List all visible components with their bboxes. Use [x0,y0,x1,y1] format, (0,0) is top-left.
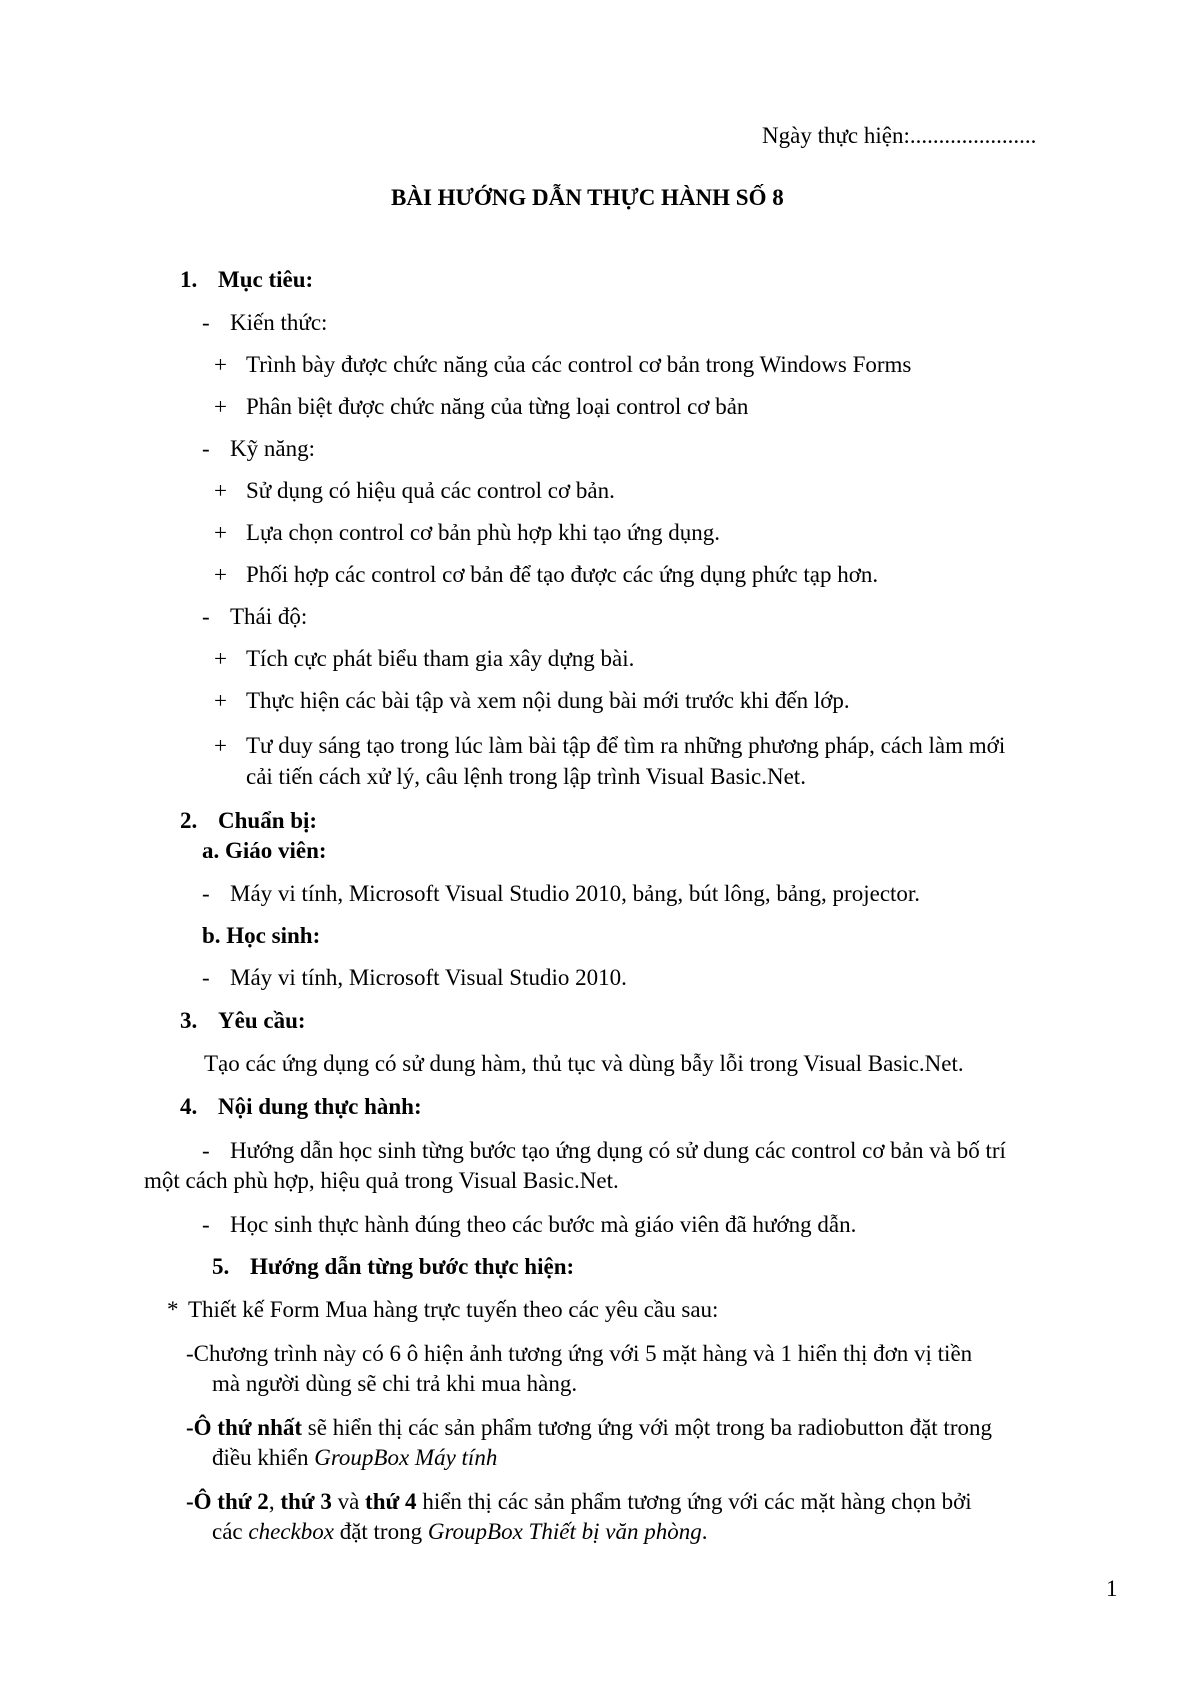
knowledge-label: Kiến thức: [230,310,328,335]
italic-term: GroupBox Thiết bị văn phòng [427,1519,702,1544]
paragraph-line [186,1487,972,1517]
list-item-continuation: cải tiến cách xử lý, câu lệnh trong lập trình Visual Basic.Net. [246,764,806,789]
page-title: BÀI HƯỚNG DẪN THỰC HÀNH SỐ 8 [391,185,784,210]
teacher-label: a. Giáo viên: [202,838,327,863]
section-2-number: 2. [180,808,198,833]
text-run: các [212,1519,249,1544]
student-label: b. Học sinh: [202,923,321,948]
text-run: hiển thị các sản phẩm tương ứng với các mặt hàng chọn bởi [416,1489,972,1514]
plus-bullet: + [214,478,227,503]
bold-term: -Ô thứ nhất [186,1415,303,1440]
list-item: Học sinh thực hành đúng theo các bước mà giáo viên đã hướng dẫn. [230,1212,857,1237]
section-3-number: 3. [180,1008,198,1033]
italic-term: checkbox [248,1519,334,1544]
list-item: Trình bày được chức năng của các control cơ bản trong Windows Forms [246,352,912,377]
plus-bullet: + [214,394,227,419]
list-item: Sử dụng có hiệu quả các control cơ bản. [246,478,615,503]
requirement-text: Tạo các ứng dụng có sử dung hàm, thủ tục và dùng bẫy lỗi trong Visual Basic.Net. [204,1051,964,1076]
dash-bullet: - [202,604,210,629]
page-number: 1 [1106,1576,1118,1601]
list-item: Máy vi tính, Microsoft Visual Studio 2010, bảng, bút lông, bảng, projector. [230,881,921,906]
text-run: và [331,1489,366,1514]
bold-term: thứ 4 [365,1489,417,1514]
section-4-heading: Nội dung thực hành: [218,1094,422,1119]
paragraph-line [186,1413,992,1443]
italic-term: GroupBox Máy tính [314,1445,498,1470]
list-item: Lựa chọn control cơ bản phù hợp khi tạo ứng dụng. [246,520,721,545]
date-label: Ngày thực hiện:...................... [762,123,1037,148]
text-run: . [701,1519,708,1544]
plus-bullet: + [214,352,227,377]
text-run: điều khiển [212,1445,315,1470]
list-item: Máy vi tính, Microsoft Visual Studio 2010. [230,965,627,990]
paragraph-line [212,1443,497,1473]
section-2-heading: Chuẩn bị: [218,808,318,833]
plus-bullet: + [214,646,227,671]
dash-bullet: - [202,310,210,335]
paragraph-line [212,1517,707,1547]
paragraph-line: mà người dùng sẽ chi trả khi mua hàng. [212,1371,578,1396]
dash-bullet: - [202,436,210,461]
list-item: Tư duy sáng tạo trong lúc làm bài tập để tìm ra những phương pháp, cách làm mới [246,733,1006,758]
bold-term: thứ 3 [280,1489,332,1514]
plus-bullet: + [214,733,227,758]
skills-label: Kỹ năng: [230,436,315,461]
intro-text: Thiết kế Form Mua hàng trực tuyến theo các yêu cầu sau: [188,1297,719,1322]
section-5-number: 5. [212,1254,230,1279]
section-1-heading: Mục tiêu: [218,267,314,292]
dash-bullet: - [202,881,210,906]
list-item: Tích cực phát biểu tham gia xây dựng bài. [246,646,635,671]
list-item: Thực hiện các bài tập và xem nội dung bài mới trước khi đến lớp. [246,688,850,713]
text-run: đặt trong [333,1519,428,1544]
plus-bullet: + [214,562,227,587]
section-3-heading: Yêu cầu: [218,1008,306,1033]
attitude-label: Thái độ: [230,604,308,629]
plus-bullet: + [214,520,227,545]
list-item: Phân biệt được chức năng của từng loại control cơ bản [246,394,749,419]
dash-bullet: - [202,965,210,990]
list-item: Hướng dẫn học sinh từng bước tạo ứng dụng có sử dung các control cơ bản và bố trí [230,1138,1006,1163]
section-5-heading: Hướng dẫn từng bước thực hiện: [250,1254,575,1279]
list-item: Phối hợp các control cơ bản để tạo được các ứng dụng phức tạp hơn. [246,562,879,587]
dash-bullet: - [202,1138,210,1163]
bold-term: -Ô thứ 2 [186,1489,269,1514]
section-1-number: 1. [180,267,198,292]
paragraph-line: -Chương trình này có 6 ô hiện ảnh tương ứng với 5 mặt hàng và 1 hiển thị đơn vị tiền [186,1341,973,1366]
text-run: , [268,1489,281,1514]
text-run: sẽ hiển thị các sản phẩm tương ứng với một trong ba radiobutton đặt trong [302,1415,992,1440]
plus-bullet: + [214,688,227,713]
star-bullet: * [167,1297,179,1322]
list-item-continuation: một cách phù hợp, hiệu quả trong Visual Basic.Net. [144,1168,619,1193]
section-4-number: 4. [180,1094,198,1119]
dash-bullet: - [202,1212,210,1237]
